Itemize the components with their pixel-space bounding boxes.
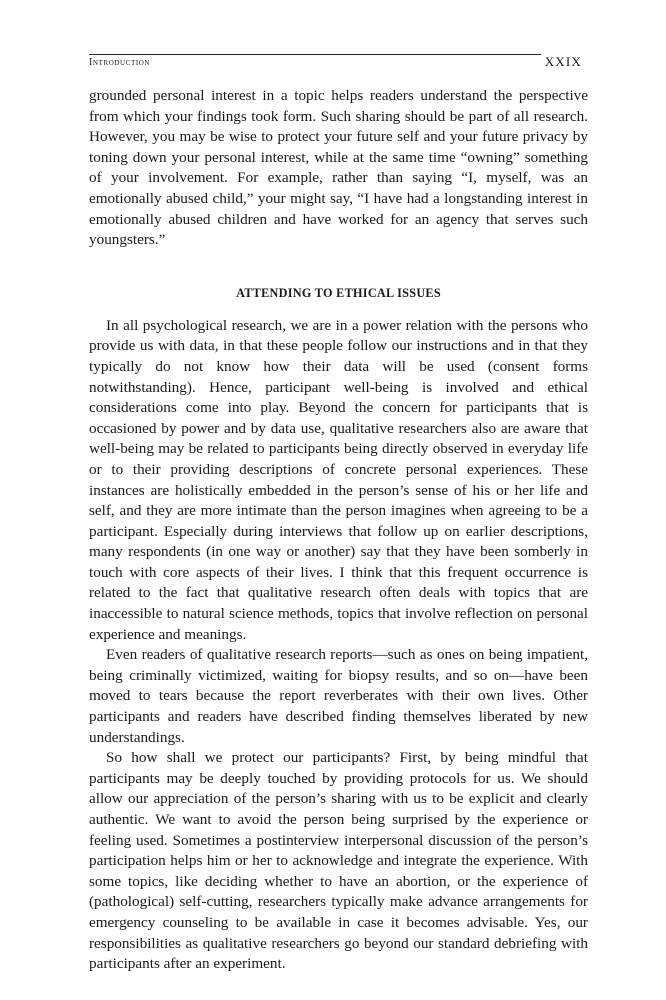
body-text — [89, 86, 588, 975]
running-head-rule — [89, 54, 541, 73]
running-head-title: Introduction — [89, 57, 151, 68]
paragraph-power-relation: In all psychological research, we are in a power relation with the persons who provide us with data, in that these people follow our instructions and in that they typically do not know how their data will be used (consent forms notwithstanding). Hence, participant well-being is involved and ethical considerations come into play. Beyond the concern for participants that is occasioned by power and by data use, qualitative researchers also are aware that well-being may be related to participants being directly observed in everyday life or to their providing descriptions of concrete personal experiences. These instances are holistically embedded in the person’s sense of his or her life and self, and they are more intimate than the person imagines when agreeing to be a participant. Especially during interviews that follow up on earlier descriptions, many respondents (in one way or another) say that they have been somberly in touch with core aspects of their lives. I think that this frequent occurrence is related to the fact that qualitative research often deals with topics that are inaccessible to natural science methods, topics that involve reflection on personal experience and meanings. — [89, 316, 588, 643]
paragraph-protect-participants: So how shall we protect our participants? First, by being mindful that participants may be deeply touched by providing protocols for us. We should allow our appreciation of the person’s sharing with us to be explicit and clearly authentic. We want to avoid the person being surprised by the experience or feeling used. Sometimes a postinterview interpersonal discussion of the person’s participation helps him or her to acknowledge and integrate the experience. With some topics, like deciding whether to have an abortion, or the experience of (pathological) self-cutting, researchers typically make advance arrangements for emergency counseling to be available in case it becomes advisable. Yes, our responsibilities as qualitative researchers go beyond our standard debriefing with participants after an experiment. — [89, 749, 588, 973]
paragraph-readers-moved: Even readers of qualitative research reports—such as ones on being impatient, being criminally victimized, waiting for biopsy results, and so on—have been moved to tears because the report reverberates with their own lives. Other participants and readers have described finding themselves liberated by new understandings. — [89, 646, 588, 746]
page-number: XXIX — [544, 54, 582, 69]
paragraph-continued: grounded personal interest in a topic helps readers understand the perspective from which your findings took form. Such sharing should be part of all research. However, you may be wise to protect your future self and your future privacy by toning down your personal interest, while at the same time “owning” something of your involvement. For example, rather than saying “I, myself, was an emotionally abused child,” your might say, “I have had a longstanding interest in emotionally abused children and have worked for an agency that serves such youngsters.” — [89, 87, 588, 249]
section-heading: ATTENDING TO ETHICAL ISSUES — [236, 285, 441, 300]
